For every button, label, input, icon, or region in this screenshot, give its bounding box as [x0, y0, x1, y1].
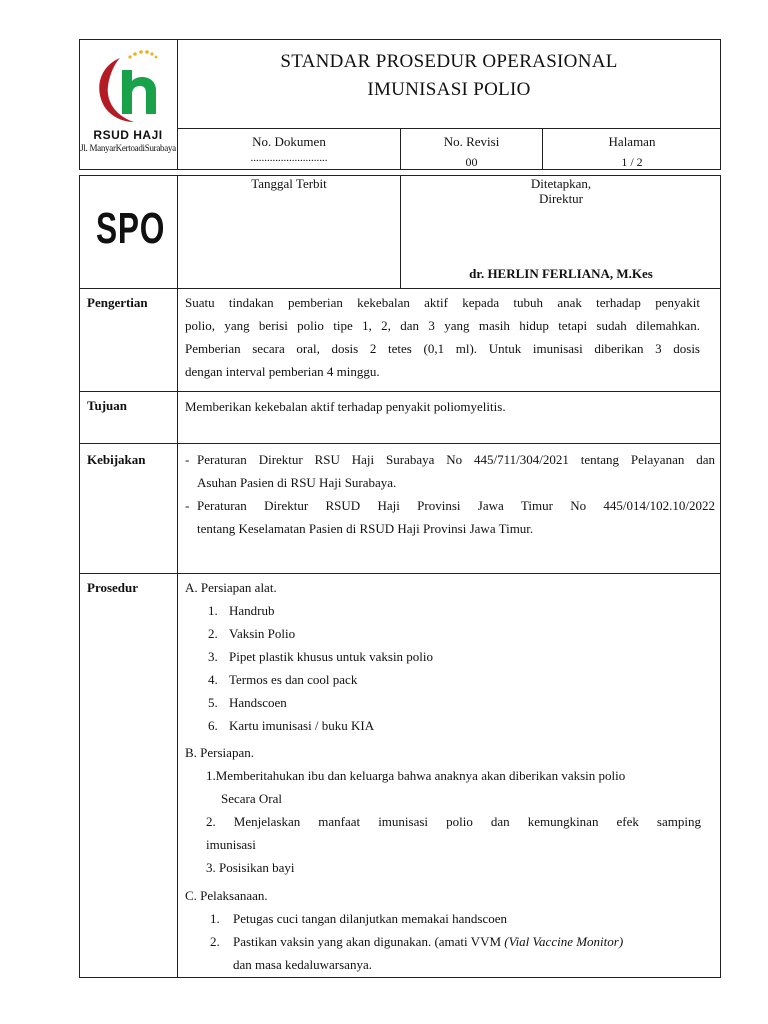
doc-number-label: No. Dokumen	[252, 134, 326, 149]
prosedur-a-num: 5.	[208, 695, 218, 710]
prosedur-c-item-2-line2: dan masa kedaluwarsanya.	[233, 957, 372, 972]
prosedur-a-text: Pipet plastik khusus untuk vaksin polio	[229, 649, 434, 664]
prosedur-a-title: A. Persiapan alat.	[185, 580, 277, 595]
kebijakan-list	[185, 448, 715, 540]
kebijakan-item-2-line1: Peraturan Direktur RSUD Haji Provinsi Jawa Timur No 445/014/102.10/2022	[197, 498, 715, 513]
pengertian-line-1: Suatu tindakan pemberian kekebalan aktif kepada tubuh anak terhadap penyakit	[185, 295, 700, 310]
doc-number-value: ............................	[250, 152, 328, 164]
spo-label: SPO	[96, 204, 166, 253]
prosedur-c-text-2-italic: (Vial Vaccine Monitor)	[504, 934, 624, 949]
prosedur-a-text: Handrub	[229, 603, 275, 618]
kebijakan-item-2-line2: tentang Keselamatan Pasien di RSUD Haji Provinsi Jawa Timur.	[197, 521, 534, 536]
prosedur-a-list	[208, 599, 688, 737]
prosedur-a-item	[208, 691, 688, 714]
prosedur-label: Prosedur	[87, 580, 139, 595]
kebijakan-dash-1: -	[185, 452, 190, 467]
hospital-address: Jl. ManyarKertoadiSurabaya	[80, 143, 176, 153]
kebijakan-label: Kebijakan	[87, 452, 146, 467]
prosedur-a-num: 2.	[208, 626, 218, 641]
prosedur-a-text: Vaksin Polio	[229, 626, 296, 641]
approved-line1: Ditetapkan,	[530, 176, 592, 191]
prosedur-a-item	[208, 599, 688, 622]
hospital-name: RSUD HAJI	[93, 128, 163, 142]
prosedur-b-item-1-line2: Secara Oral	[221, 791, 282, 806]
row-divider-1	[79, 288, 721, 289]
prosedur-c-text-1: Petugas cuci tangan dilanjutkan memakai handscoen	[233, 911, 507, 926]
prosedur-a-text: Handscoen	[229, 695, 287, 710]
issue-date-label: Tanggal Terbit	[251, 176, 327, 191]
revision-value: 00	[465, 155, 478, 169]
prosedur-a-text: Kartu imunisasi / buku KIA	[229, 718, 375, 733]
pengertian-label: Pengertian	[87, 295, 148, 310]
prosedur-a-num: 6.	[208, 718, 218, 733]
kebijakan-item-1-line1: Peraturan Direktur RSU Haji Surabaya No 445/711/304/2021 tentang Pelayanan dan	[197, 452, 715, 467]
prosedur-a-text: Termos es dan cool pack	[229, 672, 358, 687]
kebijakan-item-1	[185, 448, 715, 494]
pengertian-line-2: polio, yang berisi polio tipe 1, 2, dan 3 yang masih hidup tetapi sudah dilemahkan.	[185, 318, 700, 333]
row-divider-4	[79, 573, 721, 574]
prosedur-b-item-2-line2: imunisasi	[206, 837, 256, 852]
tujuan-text: Memberikan kekebalan aktif terhadap penyakit poliomyelitis.	[185, 399, 506, 414]
hospital-logo	[90, 44, 168, 126]
approved-line2: Direktur	[538, 191, 584, 206]
prosedur-b-item-1-line1: 1.Memberitahukan ibu dan keluarga bahwa anaknya akan diberikan vaksin polio	[206, 768, 626, 783]
prosedur-b-item-3: 3. Posisikan bayi	[206, 860, 295, 875]
prosedur-a-num: 1.	[208, 603, 218, 618]
prosedur-c-list	[210, 907, 701, 976]
spo-label-column-divider	[177, 175, 178, 978]
prosedur-a-item	[208, 622, 688, 645]
prosedur-a-num: 4.	[208, 672, 218, 687]
prosedur-a-item	[208, 714, 688, 737]
prosedur-c-item-2	[210, 930, 701, 953]
kebijakan-dash-2: -	[185, 498, 190, 513]
page-value: 1 / 2	[621, 155, 643, 169]
hospital-logo-icon	[90, 44, 168, 126]
pengertian-line-3: Pemberian secara oral, dosis 2 tetes (0,1 ml). Untuk imunisasi diberikan 3 dosis	[185, 341, 700, 356]
director-name: dr. HERLIN FERLIANA, M.Kes	[469, 266, 653, 281]
pengertian-line-4: dengan interval pemberian 4 minggu.	[185, 364, 380, 379]
prosedur-b-list	[206, 764, 701, 879]
revision-label: No. Revisi	[443, 134, 500, 149]
pengertian-text	[185, 291, 700, 383]
tujuan-label: Tujuan	[87, 398, 127, 413]
row-divider-3	[79, 443, 721, 444]
kebijakan-item-2	[185, 494, 715, 540]
prosedur-c-text-2a: Pastikan vaksin yang akan digunakan. (amati VVM	[233, 934, 505, 949]
row-divider-2	[79, 391, 721, 392]
prosedur-b-title: B. Persiapan.	[185, 745, 254, 760]
prosedur-a-num: 3.	[208, 649, 218, 664]
header-row-divider	[177, 128, 721, 129]
prosedur-c-num-1: 1.	[210, 911, 220, 926]
prosedur-a-item	[208, 645, 688, 668]
prosedur-b-item-2-line1: 2. Menjelaskan manfaat imunisasi polio dan kemungkinan efek samping	[206, 814, 701, 829]
page-label: Halaman	[608, 134, 656, 149]
prosedur-a-item	[208, 668, 688, 691]
prosedur-c-item-1	[210, 907, 701, 930]
prosedur-c-title: C. Pelaksanaan.	[185, 888, 268, 903]
document-title-line1: STANDAR PROSEDUR OPERASIONAL	[280, 51, 618, 72]
document-title	[178, 48, 720, 104]
prosedur-c-num-2: 2.	[210, 934, 220, 949]
kebijakan-item-1-line2: Asuhan Pasien di RSU Haji Surabaya.	[197, 475, 397, 490]
document-title-line2: IMUNISASI POLIO	[367, 79, 531, 100]
